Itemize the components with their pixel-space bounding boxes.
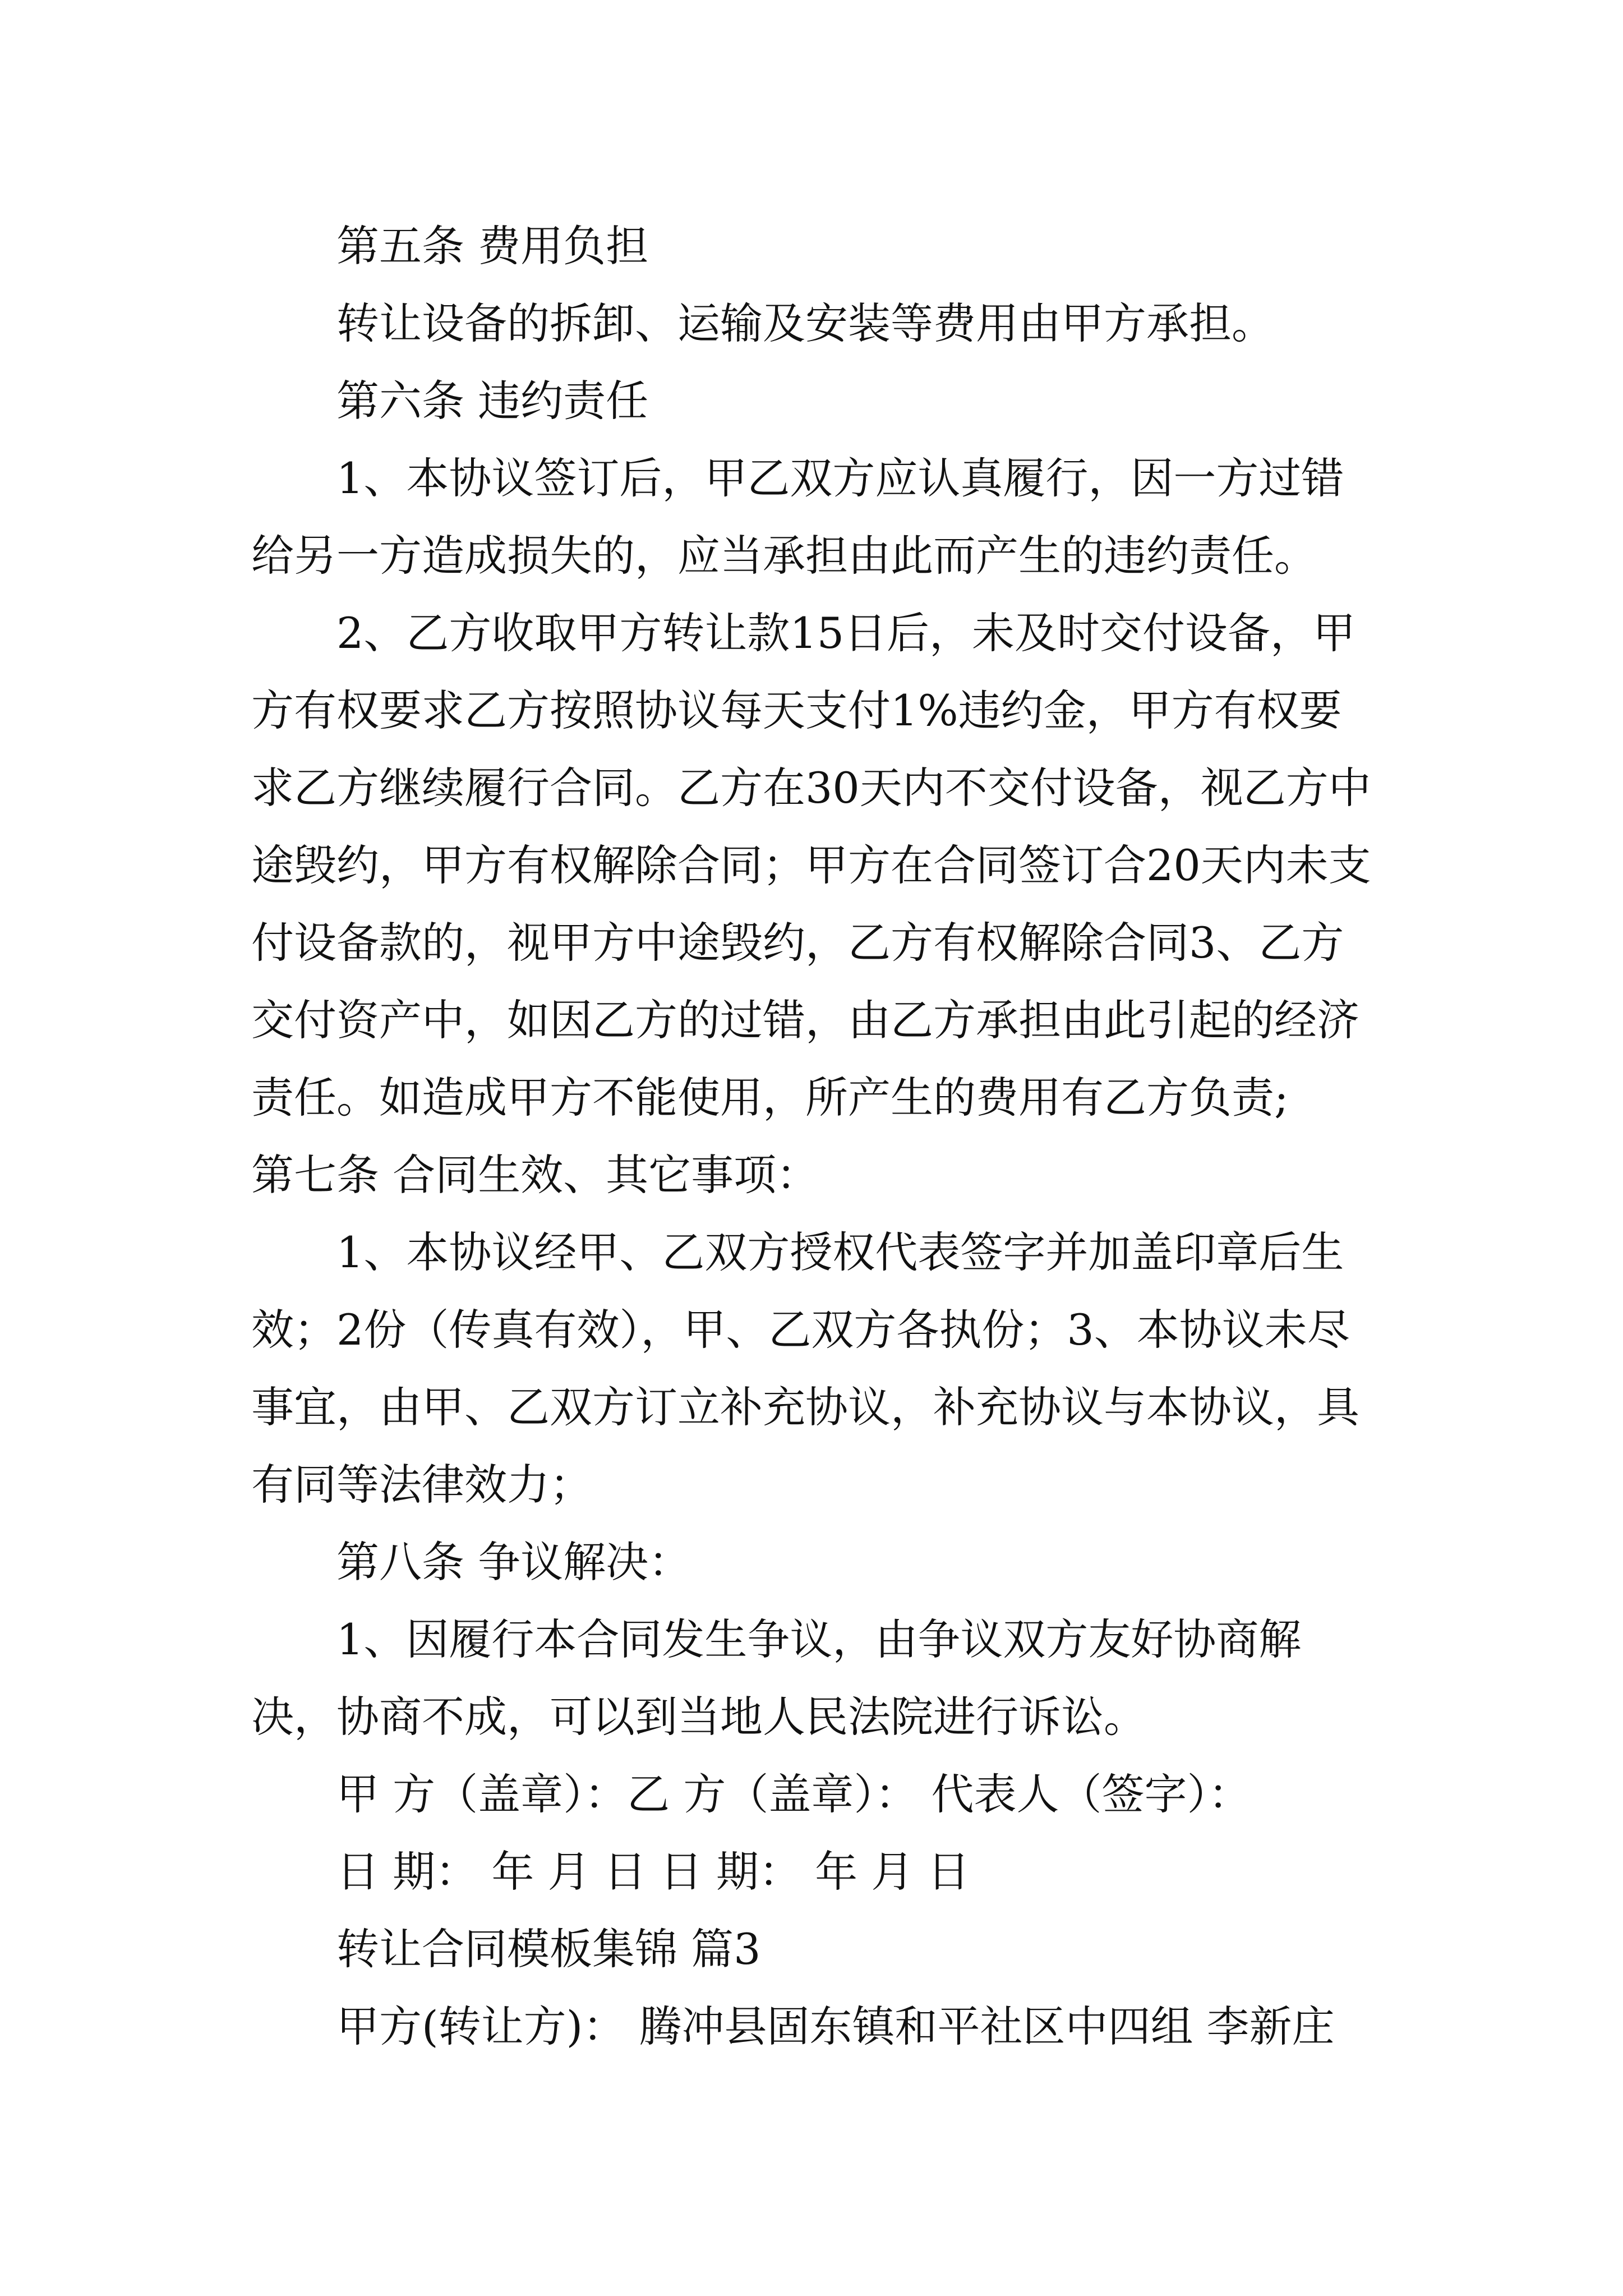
article-8-item-1: 1、因履行本合同发生争议，由争议双方友好协商解决，协商不成，可以到当地人民法院进行诉讼。 <box>251 1614 1302 1742</box>
date-line: 日 期： 年 月 日 日 期： 年 月 日 <box>336 1847 970 1897</box>
article-6-item-2: 2、乙方收取甲方转让款15日后，未及时交付设备，甲方有权要求乙方按照协议每天支付1%违约金，甲方有权要求乙方继续履行合同。乙方在30天内不交付设备，视乙方中途毁约，甲方有权解除合同；甲方在合同签订合20天内未支付设备款的，视甲方中途毁约，乙方有权解除合同3、乙方交付资产中，如因乙方的过错，由乙方承担由此引起的经济责任。如造成甲方不能使用，所产生的费用有乙方负责; <box>251 608 1371 1122</box>
article-5-body: 转让设备的拆卸、运输及安装等费用由甲方承担。 <box>336 298 1274 348</box>
section-title: 转让合同模板集锦 篇3 <box>336 1924 761 1974</box>
article-7-item-1: 1、本协议经甲、乙双方授权代表签字并加盖印章后生效；2份（传真有效），甲、乙双方各执份；3、本协议未尽事宜，由甲、乙双方订立补充协议，补充协议与本协议，具有同等法律效力； <box>251 1227 1359 1510</box>
document-body <box>251 208 1384 2065</box>
article-6-item-1: 1、本协议签订后，甲乙双方应认真履行，因一方过错给另一方造成损失的，应当承担由此而产生的违约责任。 <box>251 453 1344 581</box>
article-8-heading: 第八条 争议解决： <box>336 1537 691 1587</box>
article-5-heading: 第五条 费用负担 <box>336 221 649 271</box>
party-a-line: 甲方(转让方)： 腾冲县固东镇和平社区中四组 李新庄 <box>336 2001 1335 2051</box>
signature-line: 甲 方（盖章）：乙 方（盖章）： 代表人（签字）： <box>336 1769 1251 1819</box>
article-6-heading: 第六条 违约责任 <box>336 376 649 426</box>
article-7-heading: 第七条 合同生效、其它事项： <box>251 1150 819 1200</box>
